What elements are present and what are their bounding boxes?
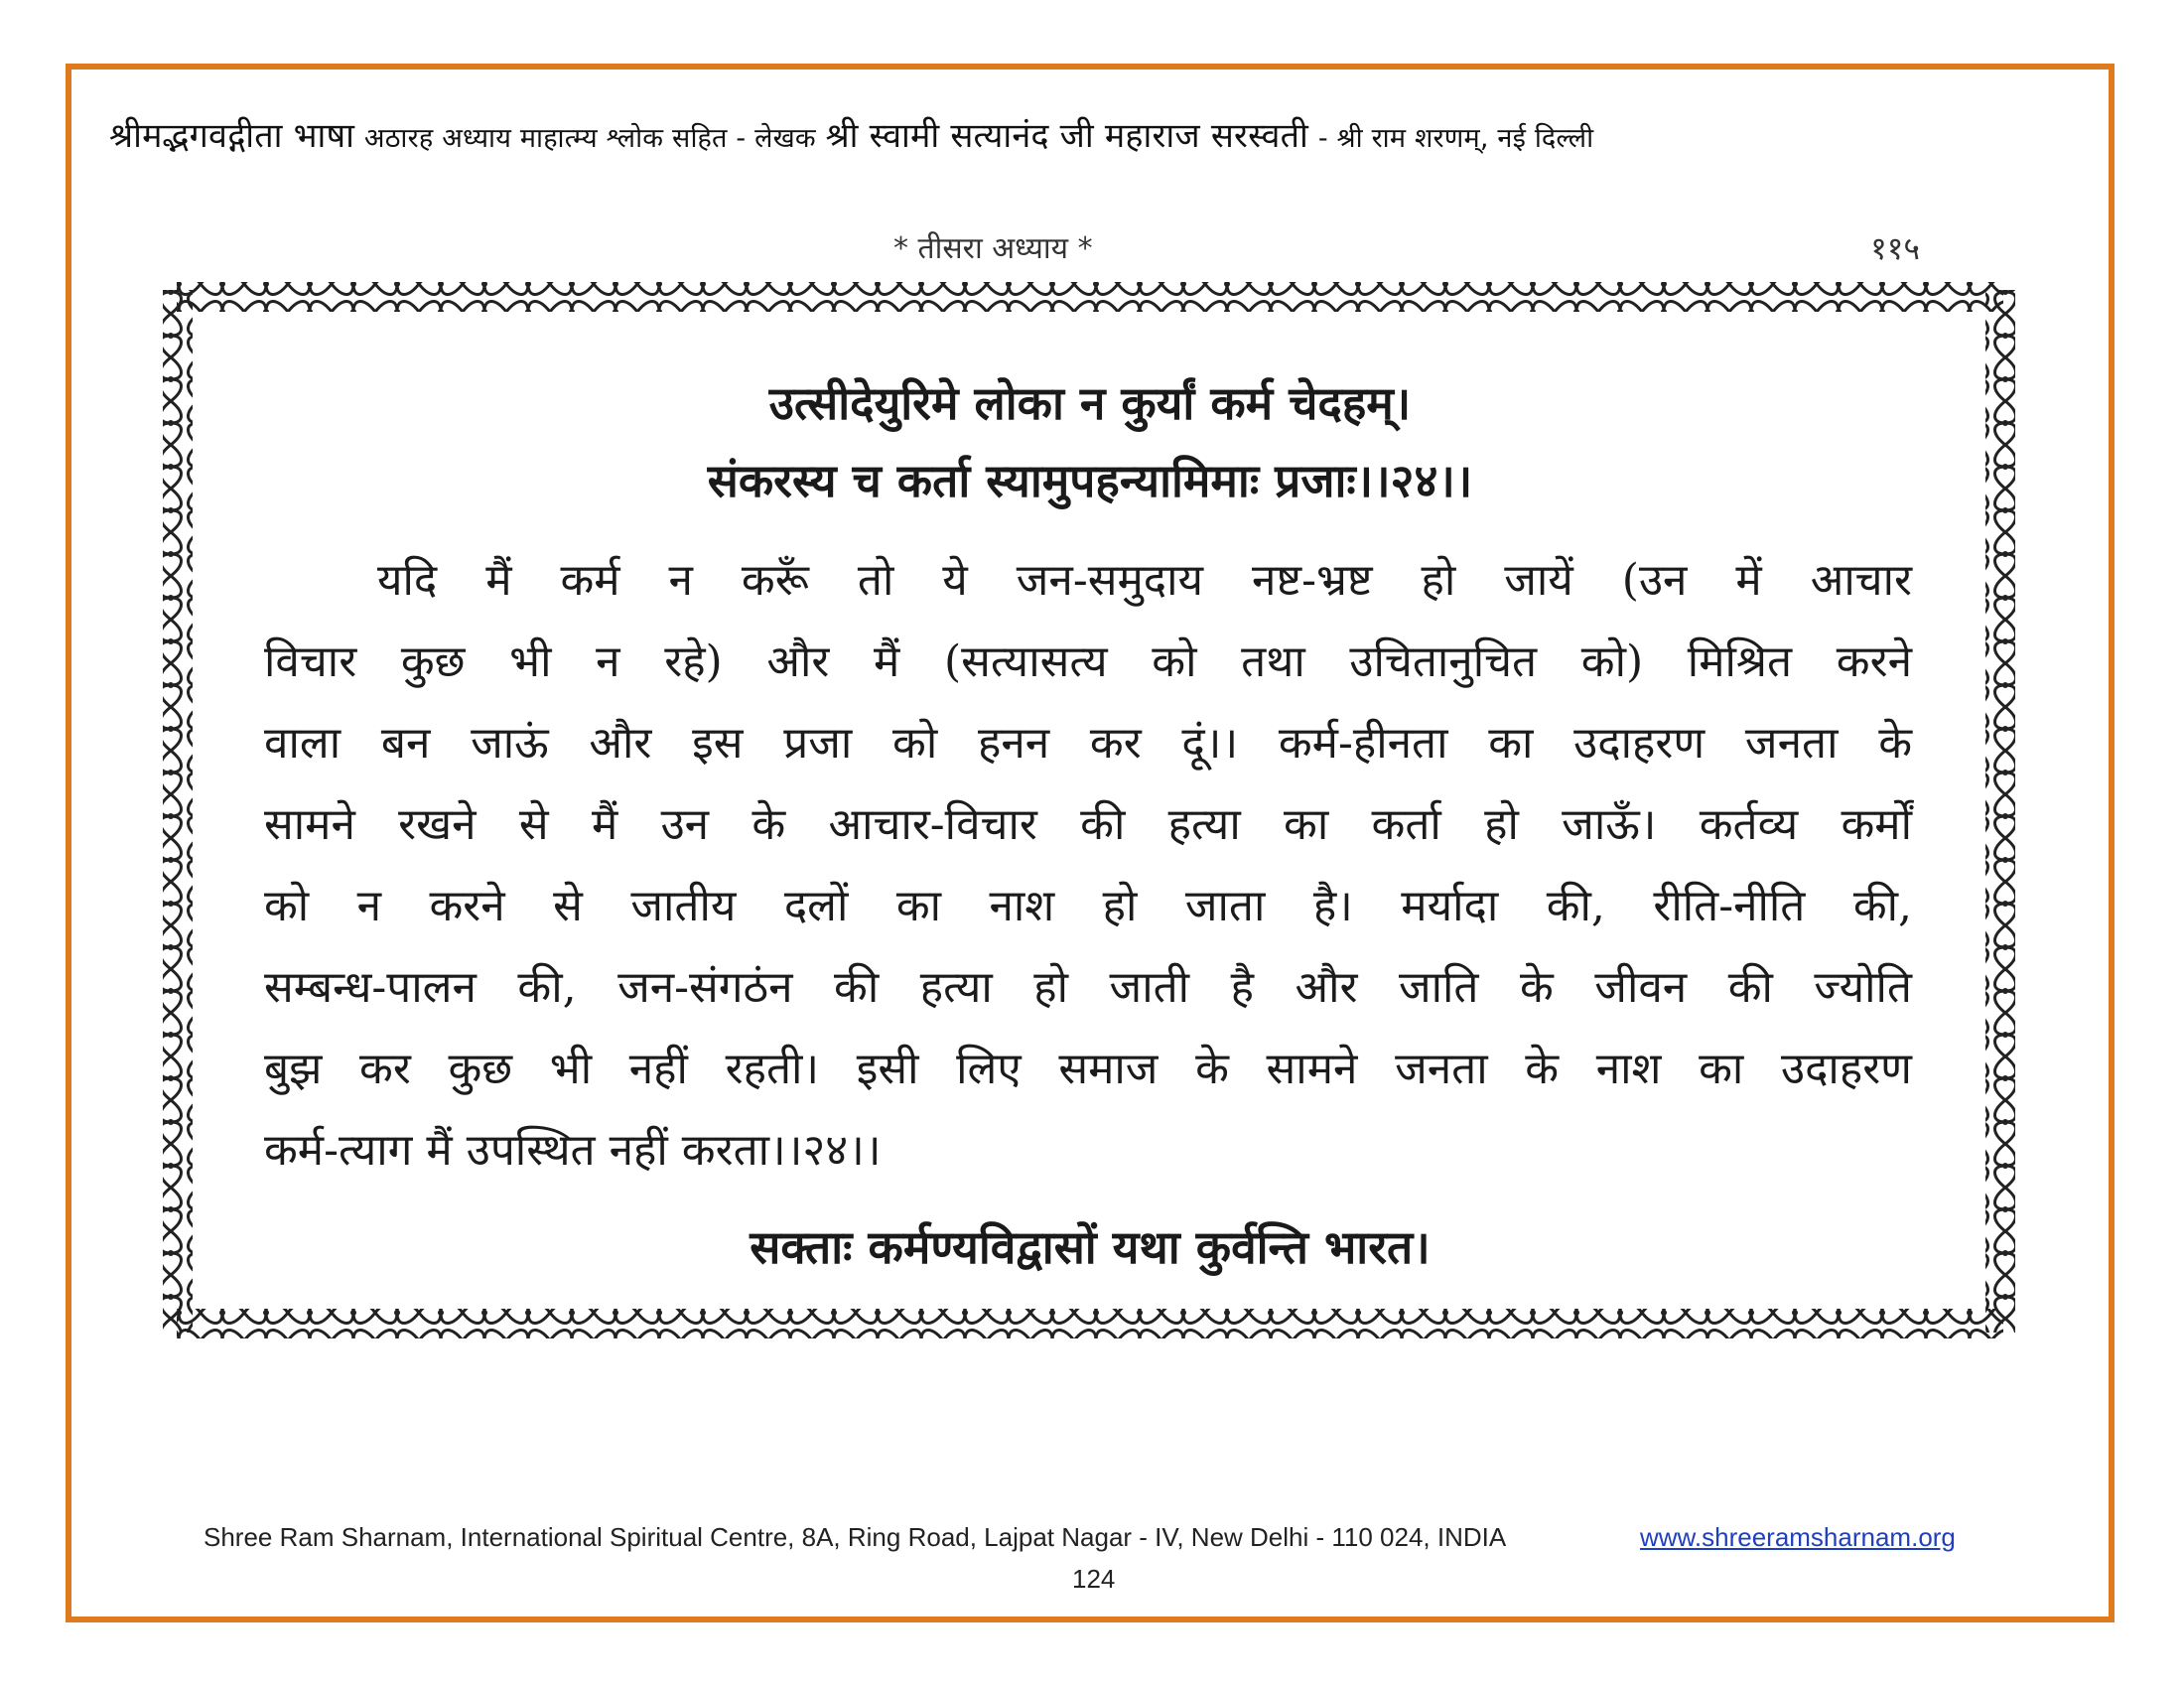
paragraph-line: बुझ कर कुछ भी नहीं रहती। इसी लिए समाज के सामने जनता के नाश का उदाहरण <box>264 1044 1912 1094</box>
book-page-number: ११५ <box>1870 229 1920 267</box>
scanned-page <box>157 270 2023 1352</box>
paragraph-line: यदि मैं कर्म न करूँ तो ये जन-समुदाय नष्ट-भ्रष्ट हो जायें (उन में आचार <box>377 555 1912 606</box>
website-link[interactable]: www.shreeramsharnam.org <box>1640 1522 1956 1552</box>
paragraph-line: सामने रखने से मैं उन के आचार-विचार की हत्या का कर्ता हो जाऊँ। कर्तव्य कर्मों <box>264 799 1912 850</box>
paragraph-line: को न करने से जातीय दलों का नाश हो जाता है। मर्यादा की, रीति-नीति की, <box>264 881 1912 931</box>
header-title-sub: अठारह अध्याय माहात्म्य श्लोक सहित - लेखक <box>363 123 816 154</box>
header-title-main: श्रीमद्भगवद्गीता भाषा <box>109 116 355 156</box>
paragraph-line: कर्म-त्याग मैं उपस्थित नहीं करता।।२४।। <box>264 1125 882 1176</box>
header-publisher: - श्री राम शरणम्, नई दिल्ली <box>1317 123 1594 154</box>
paragraph-line: वाला बन जाऊं और इस प्रजा को हनन कर दूं।। कर्म-हीनता का उदाहरण जनता के <box>264 718 1912 769</box>
document-header <box>109 111 2085 157</box>
verse-line-2: संकरस्य च कर्ता स्यामुपहन्यामिमाः प्रजाः।।२४।। <box>707 454 1473 507</box>
verse-line-1: उत्सीदेयुरिमे लोका न कुर्यां कर्म चेदहम्। <box>768 376 1412 430</box>
next-verse: सक्ताः कर्मण्यविद्वासों यथा कुर्वन्ति भारत। <box>750 1220 1431 1274</box>
paragraph-line: विचार कुछ भी न रहे) और मैं (सत्यासत्य को तथा उचितानुचित को) मिश्रित करने <box>264 636 1912 687</box>
chapter-heading: * तीसरा अध्याय * <box>893 231 1093 266</box>
page-number: 124 <box>1072 1564 1116 1594</box>
header-author: श्री स्वामी सत्यानंद जी महाराज सरस्वती <box>825 116 1309 156</box>
footer-address: Shree Ram Sharnam, International Spiritual Centre, 8A, Ring Road, Lajpat Nagar - IV, New Delhi - 110 024, INDIA <box>204 1522 1507 1552</box>
paragraph-line: सम्बन्ध-पालन की, जन-संगठंन की हत्या हो जाती है और जाति के जीवन की ज्योति <box>264 962 1912 1013</box>
